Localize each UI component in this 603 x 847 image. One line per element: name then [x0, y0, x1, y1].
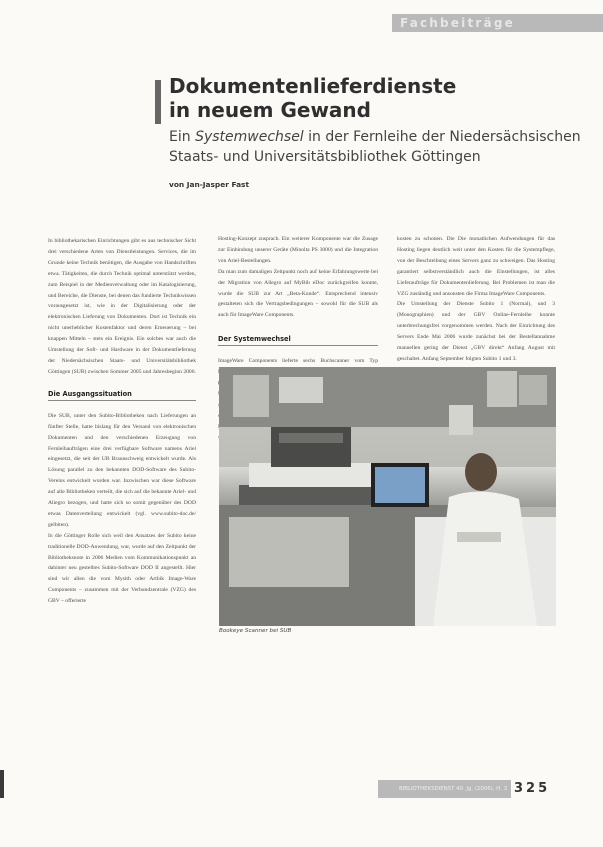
article-subtitle — [169, 127, 599, 167]
subtitle-part-2: in der Fernleihe der Niedersächsischen Staats- und Universitätsbibliothek Göttingen — [169, 129, 581, 165]
section-heading: Der Systemwechsel — [218, 335, 378, 346]
page-number: 325 — [514, 781, 551, 796]
scanner-photo — [219, 367, 556, 626]
paragraph: Die SUB, unter den Subito-Bibliotheken nach Lieferungen an fünfter Stelle, hatte bislang für den Versand von elektronischen Dokumenten und den verschiedenen Erzeugung von Fernleihaufträgen eine drei verfügbare Software namens Ariel eingesetzt, die seit der UB Braunschweig entwickelt wurde. Als Lösung parallel zu den bekannten DOD-Software des Subito-Vereins entwickelt worden war. Inzwischen war diese Software auf alle Bibliotheken verteilt, die sich auf die bekannte Ariel- und Aliegro bezogen, und hatte sich so somit gegenüber des DOD etwas Datenverteilung entwickelt (vgl. www.subito-doc.de/ gelbiten). — [48, 412, 196, 528]
text-column-1 — [48, 236, 196, 607]
title-accent-bar — [155, 80, 161, 124]
author-line: von Jan-Jasper Fast — [169, 180, 249, 189]
section-heading: Die Ausgangssituation — [48, 390, 196, 401]
section-rubric: Fachbeiträge — [392, 14, 603, 32]
title-line-1: Dokumentenlieferdienste — [169, 74, 457, 98]
paragraph: ImageWare Components lieferte sechs Buchscanner vom Typ — [218, 358, 378, 365]
footer-journal-bar: BIBLIOTHEKSDIENST 40. Jg. (2006), H. 3 — [378, 780, 511, 798]
paragraph: Hosting-Konzept zusprach. Ein weiterer Komponente war die Zusage zur Einbindung unserer Geräte (Minolta PS 3000) und die Integration von Ariel-Bestellungen. — [218, 236, 378, 264]
title-line-2: in neuem Gewand — [169, 98, 371, 122]
paragraph: Die Umstellung der Dienste Subito 1 (Normal), und 3 (Monographien) und der GBV Online-Fernleihe konnte unterbrechungsfrei vorgenommen werden. Nach der Einrichtung des Servers Ende Mai 2006 wurde zunächst bei der Bestellannahme manuellen gering der Dienst „GBV direkt“ Anfang August mit geschaltet. Anfang September folgten Subito 1 und 3. — [397, 301, 555, 362]
paragraph: Da man zum damaligen Zeitpunkt noch auf keine Erfahrungswerte bei der Migration von Allegro auf MyBib eDoc zurückgreifen konnte, wurde die SUB zur Art „Beta-Kunde“. Entsprechend intensiv gestalteten sich die Vertragsbedingungen – sowohl für die SUB als auch für ImageWare Components. — [218, 268, 378, 319]
photo-caption: Bookeye Scanner bei SUB — [219, 628, 292, 634]
article-title — [169, 74, 589, 122]
scanner-photo-image — [219, 367, 556, 626]
paragraph: In die Göttinger Rolle sich weil den Ansatzes der Subito keine traditionelle DOD-Anwendung, war, wurde auf den Zeitpunkt der Bibliotheksnote in 2006 Medien vom Kommunikationspunkt an dahinter neu gestelltes Subito-Software DOD II angestellt. Hier sind wir allen die vom Mysith oder Arthik Image-Ware Components – zusammen mit der Verbundzentrale (VZG) des GBV – offerierte — [48, 532, 196, 605]
subtitle-part-1: Ein — [169, 129, 196, 145]
scan-edge-mark — [0, 770, 4, 798]
subtitle-italic: Systemwechsel — [195, 129, 304, 145]
paragraph: In bibliothekarischen Einrichtungen gibt es aus technischer Sicht drei verschiedene Arten von Dienstleistungen. Services, die im Grunde keine Technik benötigen, die Ausgabe von Handschriften etwa. Tätigkeiten, die durch Technik optimal unterstützt werden, zum Beispiel in der Medienverwaltung oder im Katalogisierung, und Bereiche, die Dienste, bei denen das fundierte Technikwissen vorausgesetzt ist, wie in der Digitalisierung oder der elektronischen Lieferung von Dokumenten. Dort ist Technik ein nicht unerheblicher Kostenfaktor und deren Erneuerung – bei knappen Mitteln – stets ein Ereignis. Ein solches war auch die Umstellung der Soft- und Hardware in der Dokumentlieferung der Niedersächsischen Staats- und Universitätsbibliothek Göttingen (SUB) zwischen Sommer 2005 und Jahresbeginn 2006. — [48, 238, 196, 375]
paragraph: kosten zu schonen. Die Die monatlichen Aufwendungen für das Hosting liegen deutlich weit unter den Kosten für die Systempflege, von der Beschreibung eines Servers ganz zu schweigen. Das Hosting garantiert selbstverständlich auch die Einstellungen, ist alles Lieferaufträge für Dokumentenlieferung. Bei Problemen ist man die VZG zuständig und ansonsten die Firma ImageWare Components. — [397, 236, 555, 297]
